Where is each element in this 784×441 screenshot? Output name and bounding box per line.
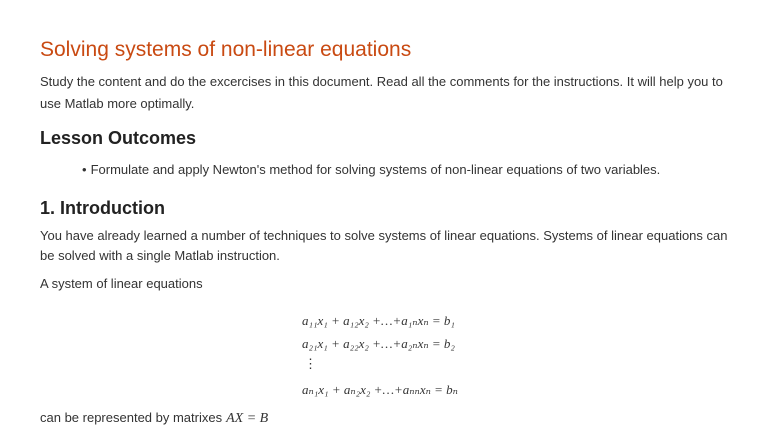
introduction-heading: 1. Introduction xyxy=(40,198,165,218)
introduction-paragraph: You have already learned a number of techniques to solve systems of linear equations. Systems of linear equations can be solved with a single Matlab instruction. xyxy=(40,228,728,263)
lesson-outcomes-heading: Lesson Outcomes xyxy=(40,128,197,148)
list-item xyxy=(82,162,660,177)
page-title: Solving systems of non-linear equations xyxy=(40,38,412,61)
equation-line: aₙ₁x₁ + aₙ₂x₂ +…+aₙₙxₙ = bₙ xyxy=(302,382,458,397)
matrix-sentence xyxy=(40,410,268,427)
outcome-list xyxy=(82,162,660,177)
vertical-ellipsis: ⋮ xyxy=(304,356,317,371)
bullet-icon: • xyxy=(82,162,87,177)
equation-line: a₂₁x₁ + a₂₂x₂ +…+a₂ₙxₙ = b₂ xyxy=(302,336,455,351)
equation-line: a₁₁x₁ + a₁₂x₂ +…+a₁ₙxₙ = b₁ xyxy=(302,313,455,328)
outcome-text: Formulate and apply Newton's method for solving systems of non-linear equations of two variables. xyxy=(90,162,661,177)
intro-paragraph: Study the content and do the excercises in this document. Read all the comments for the instructions. It will help you to use Matlab more optimally. xyxy=(40,74,723,111)
matrix-equation: AX = B xyxy=(226,411,269,426)
system-label: A system of linear equations xyxy=(40,276,203,291)
equation-block xyxy=(302,309,458,401)
matrix-text: can be represented by matrixes xyxy=(40,410,223,425)
